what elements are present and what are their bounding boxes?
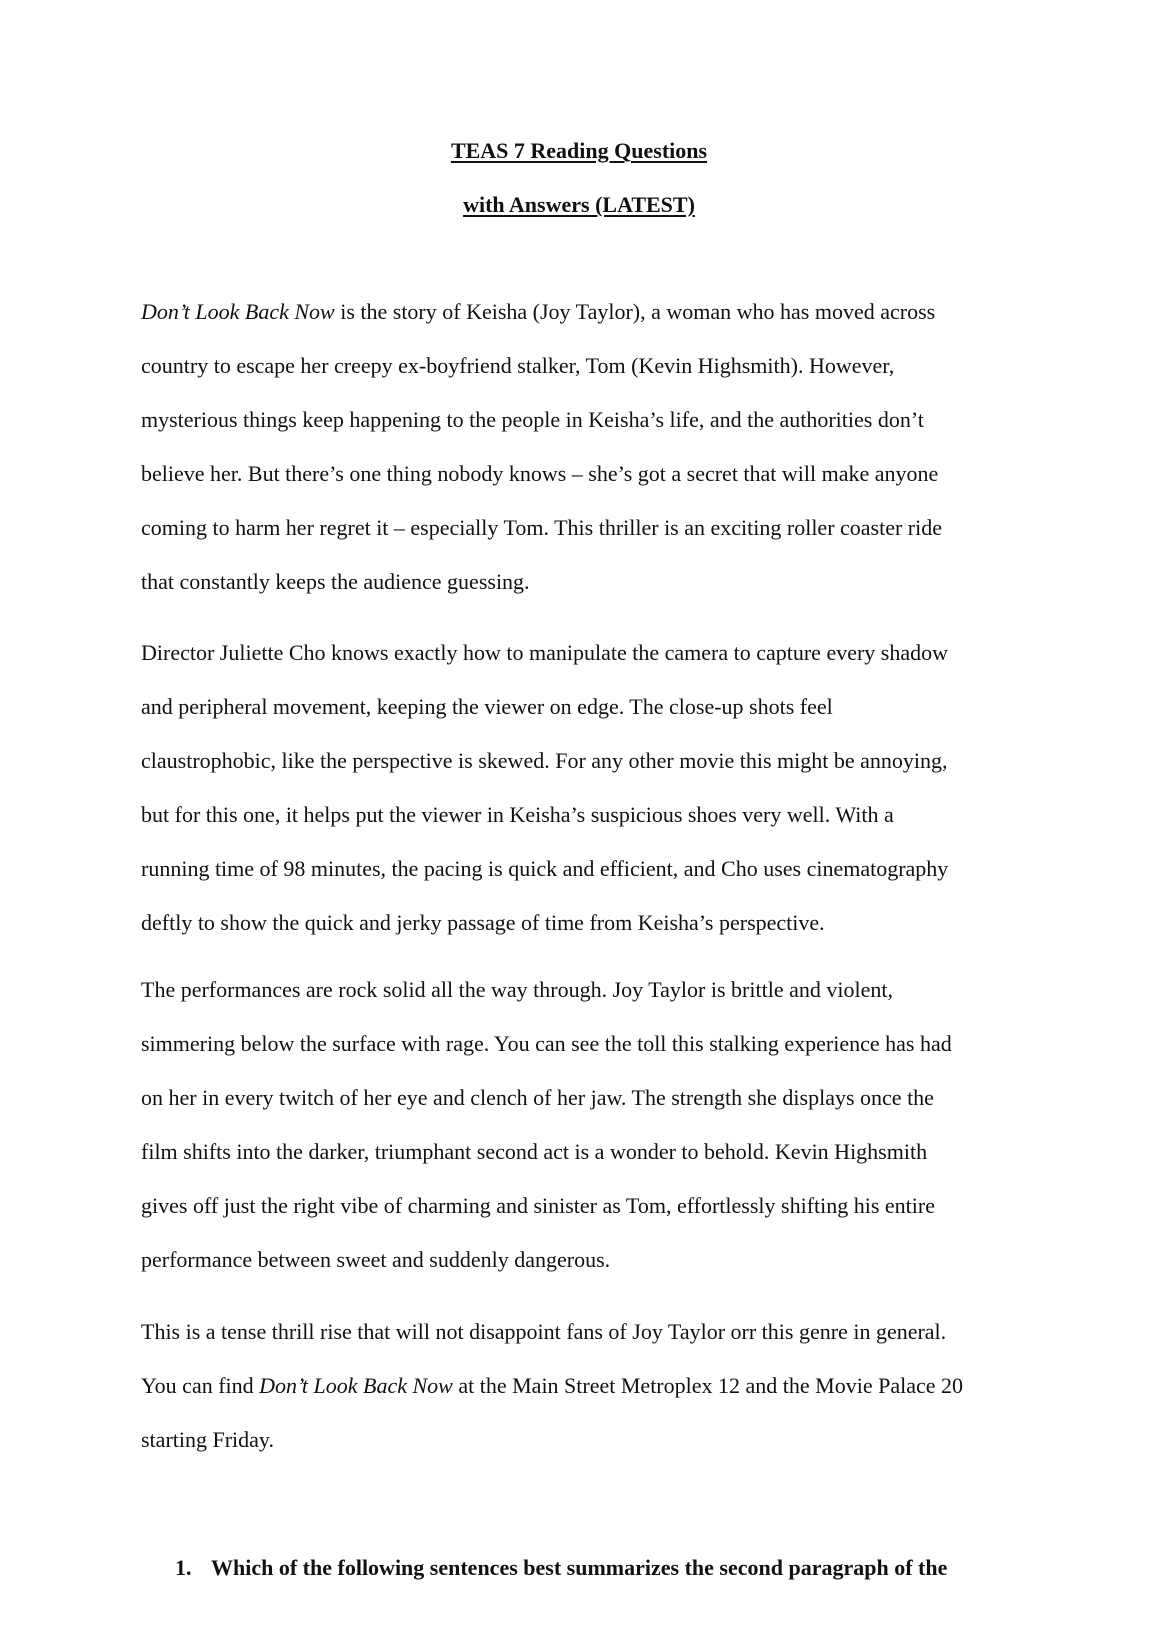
passage-paragraph-1	[141, 285, 1051, 609]
question-number: 1.	[175, 1555, 192, 1580]
movie-title-italic: Don’t Look Back Now	[259, 1373, 453, 1398]
paragraph-line: on her in every twitch of her eye and clench of her jaw. The strength she displays once the	[141, 1085, 934, 1110]
paragraph-line: deftly to show the quick and jerky passage of time from Keisha’s perspective.	[141, 910, 825, 935]
paragraph-line: country to escape her creepy ex-boyfriend stalker, Tom (Kevin Highsmith). However,	[141, 353, 895, 378]
paragraph-text: is the story of Keisha (Joy Taylor), a woman who has moved across	[334, 299, 936, 324]
document-title-line-1: TEAS 7 Reading Questions	[450, 138, 708, 163]
paragraph-line: The performances are rock solid all the way through. Joy Taylor is brittle and violent,	[141, 977, 893, 1002]
paragraph-line: performance between sweet and suddenly dangerous.	[141, 1247, 611, 1272]
paragraph-line: simmering below the surface with rage. You can see the toll this stalking experience has had	[141, 1031, 952, 1056]
paragraph-line: believe her. But there’s one thing nobody knows – she’s got a secret that will make anyone	[141, 461, 939, 486]
paragraph-line	[141, 1359, 1051, 1413]
paragraph-line	[141, 285, 1051, 339]
paragraph-line: mysterious things keep happening to the people in Keisha’s life, and the authorities don’t	[141, 407, 924, 432]
document-title-line-2: with Answers (LATEST)	[463, 192, 695, 217]
passage-paragraph-4	[141, 1305, 1051, 1467]
paragraph-line: and peripheral movement, keeping the viewer on edge. The close-up shots feel	[141, 694, 833, 719]
paragraph-text: You can find	[141, 1373, 260, 1398]
paragraph-line: claustrophobic, like the perspective is skewed. For any other movie this might be annoying,	[141, 748, 948, 773]
paragraph-line: gives off just the right vibe of charming and sinister as Tom, effortlessly shifting his entire	[141, 1193, 935, 1218]
paragraph-line: that constantly keeps the audience guessing.	[141, 569, 530, 594]
question-text: Which of the following sentences best summarizes the second paragraph of the	[211, 1555, 948, 1580]
paragraph-line: running time of 98 minutes, the pacing is quick and efficient, and Cho uses cinematography	[141, 856, 949, 881]
paragraph-line: Director Juliette Cho knows exactly how to manipulate the camera to capture every shadow	[141, 640, 949, 665]
question-1	[175, 1555, 947, 1581]
paragraph-line: starting Friday.	[141, 1427, 274, 1452]
paragraph-line: but for this one, it helps put the viewer in Keisha’s suspicious shoes very well. With a	[141, 802, 894, 827]
paragraph-line: film shifts into the darker, triumphant second act is a wonder to behold. Kevin Highsmith	[141, 1139, 928, 1164]
paragraph-line: coming to harm her regret it – especially Tom. This thriller is an exciting roller coaster ride	[141, 515, 943, 540]
passage-paragraph-2	[141, 626, 1051, 950]
movie-title-italic: Don’t Look Back Now	[141, 299, 335, 324]
paragraph-line: This is a tense thrill rise that will not disappoint fans of Joy Taylor orr this genre in general.	[141, 1319, 947, 1344]
passage-paragraph-3	[141, 963, 1051, 1287]
paragraph-text: at the Main Street Metroplex 12 and the Movie Palace 20	[452, 1373, 963, 1398]
